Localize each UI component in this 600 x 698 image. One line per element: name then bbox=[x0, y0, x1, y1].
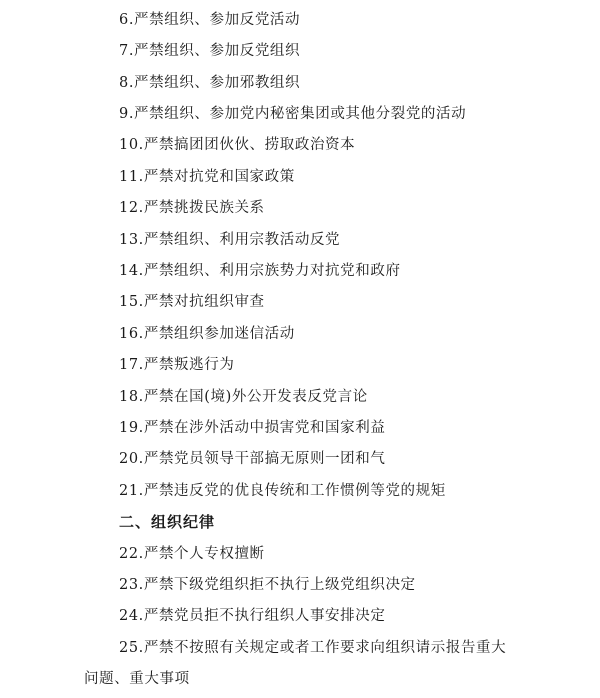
rule-item-11: 11.严禁对抗党和国家政策 bbox=[119, 169, 295, 185]
rule-item-18: 18.严禁在国(境)外公开发表反党言论 bbox=[119, 389, 368, 405]
rule-item-17: 17.严禁叛逃行为 bbox=[119, 357, 235, 373]
rule-item-10: 10.严禁搞团团伙伙、捞取政治资本 bbox=[119, 137, 356, 153]
rule-item-24: 24.严禁党员拒不执行组织人事安排决定 bbox=[119, 608, 386, 624]
rule-item-14: 14.严禁组织、利用宗族势力对抗党和政府 bbox=[119, 263, 401, 279]
rule-item-8: 8.严禁组织、参加邪教组织 bbox=[119, 75, 301, 91]
rule-item-23: 23.严禁下级党组织拒不执行上级党组织决定 bbox=[119, 577, 416, 593]
rule-item-15: 15.严禁对抗组织审查 bbox=[119, 294, 265, 310]
rule-item-25: 25.严禁不按照有关规定或者工作要求向组织请示报告重大 bbox=[119, 640, 507, 656]
rule-item-25-continuation: 问题、重大事项 bbox=[84, 671, 190, 687]
rule-item-12: 12.严禁挑拨民族关系 bbox=[119, 200, 265, 216]
rule-item-20: 20.严禁党员领导干部搞无原则一团和气 bbox=[119, 451, 386, 467]
rule-item-9: 9.严禁组织、参加党内秘密集团或其他分裂党的活动 bbox=[119, 106, 467, 122]
rule-item-21: 21.严禁违反党的优良传统和工作惯例等党的规矩 bbox=[119, 483, 446, 499]
rule-item-19: 19.严禁在涉外活动中损害党和国家利益 bbox=[119, 420, 386, 436]
rule-item-16: 16.严禁组织参加迷信活动 bbox=[119, 326, 295, 342]
rule-item-22: 22.严禁个人专权擅断 bbox=[119, 546, 265, 562]
rule-item-7: 7.严禁组织、参加反党组织 bbox=[119, 43, 301, 59]
rule-item-13: 13.严禁组织、利用宗教活动反党 bbox=[119, 232, 341, 248]
rule-item-6: 6.严禁组织、参加反党活动 bbox=[119, 12, 301, 28]
section-heading: 二、组织纪律 bbox=[119, 513, 216, 531]
